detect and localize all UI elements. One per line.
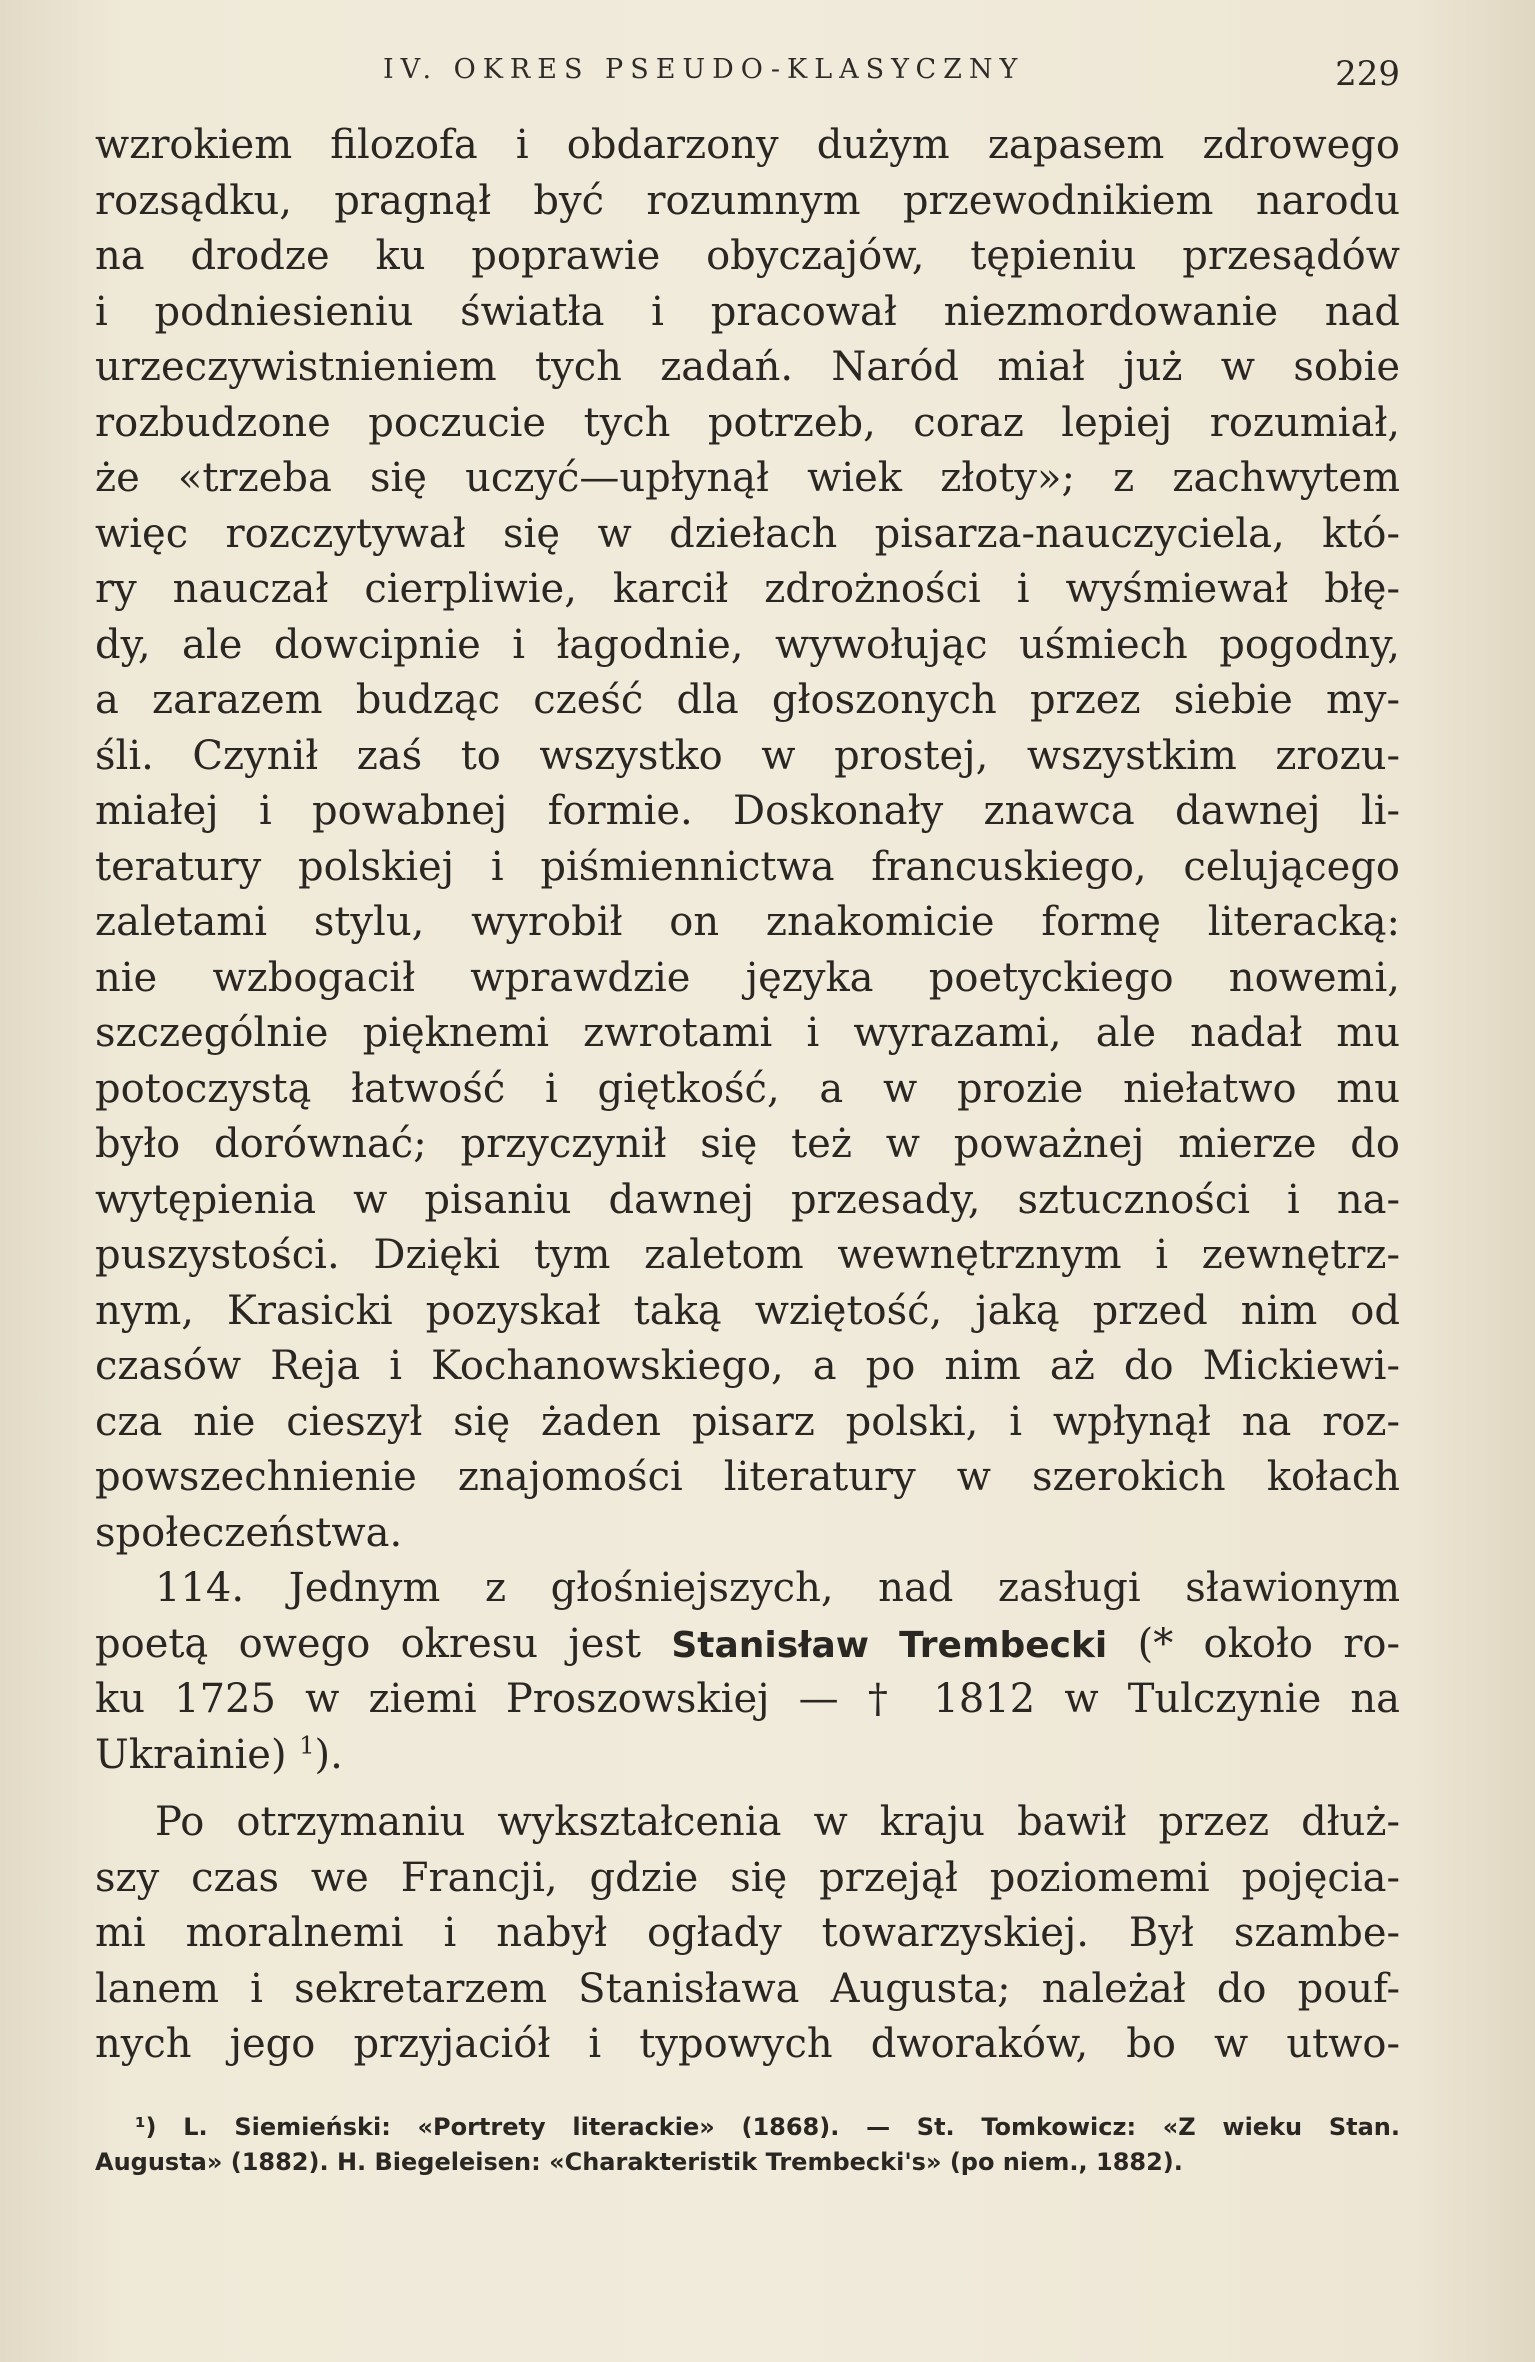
text-line: na drodze ku poprawie obyczajów, tępieniu przesądów (95, 233, 1400, 279)
text-line: rozbudzone poczucie tych potrzeb, coraz lepiej rozumiał, (95, 399, 1400, 446)
text-line (95, 1561, 1400, 1617)
paragraph-3 (95, 1795, 1400, 2073)
text-line: teratury polskiej i piśmiennictwa francuskiego, celującego (95, 843, 1400, 890)
text-line: więc rozczytywał się w dziełach pisarza-nauczyciela, któ- (95, 510, 1400, 557)
running-head: IV. OKRES PSEUDO-KLASYCZNY (383, 54, 1025, 85)
text-line: nie wzbogacił wprawdzie języka poetyckiego nowemi, (95, 954, 1400, 1001)
paragraph-gap (95, 1783, 1400, 1795)
text-line: że «trzeba się uczyć—upłynął wiek złoty»; z zachwytem (95, 455, 1400, 501)
text-line: Po otrzymaniu wykształcenia w kraju bawił przez dłuż- (155, 1799, 1400, 1845)
footnotes (95, 2110, 1400, 2180)
text-line: było dorównać; przyczynił się też w poważnej mierze do (95, 1121, 1400, 1167)
text-line: szczególnie pięknemi zwrotami i wyrazami, ale nadał mu (95, 1010, 1400, 1056)
text-line: społeczeństwa. (95, 1509, 403, 1556)
text-line: lanem i sekretarzem Stanisława Augusta; należał do pouf- (95, 1965, 1400, 2012)
text-line: urzeczywistnieniem tych zadań. Naród miał już w sobie (95, 344, 1400, 390)
text-line: nym, Krasicki pozyskał taką wziętość, jaką przed nim od (95, 1287, 1400, 1334)
text-line: śli. Czynił zaś to wszystko w prostej, wszystkim zrozu- (95, 732, 1400, 779)
text-line (95, 1728, 1400, 1784)
paragraph-1 (95, 118, 1400, 1561)
text-line: miałej i powabnej formie. Doskonały znawca dawnej li- (95, 788, 1400, 834)
text-line (95, 1617, 1400, 1673)
text-span: poetą owego okresu jest (95, 1620, 672, 1667)
footnote-marker[interactable]: 1 (299, 1731, 315, 1760)
author-name: Stanisław Trembecki (671, 1624, 1108, 1666)
text-line: puszystości. Dzięki tym zaletom wewnętrznym i zewnętrz- (95, 1232, 1400, 1278)
text-line: i podniesieniu światła i pracował niezmordowanie nad (95, 288, 1400, 335)
text-line: wzrokiem filozofa i obdarzony dużym zapasem zdrowego (95, 122, 1400, 168)
paragraph-2 (95, 1561, 1400, 1783)
text-line: cza nie cieszył się żaden pisarz polski, i wpłynął na roz- (95, 1398, 1400, 1445)
text-span: Ukrainie) (95, 1731, 300, 1778)
text-line: ku 1725 w ziemi Proszowskiej — † 1812 w Tulczynie na (95, 1676, 1400, 1722)
text-span: Jednym z głośniejszych, nad zasługi sławionym (288, 1565, 1400, 1611)
text-span: ). (314, 1731, 343, 1778)
text-line: potoczystą łatwość i giętkość, a w prozie niełatwo mu (95, 1065, 1400, 1112)
text-line: wytępienia w pisaniu dawnej przesady, sztuczności i na- (95, 1176, 1400, 1223)
text-line: nych jego przyjaciół i typowych dworaków, bo w utwo- (95, 2021, 1400, 2067)
text-line: czasów Reja i Kochanowskiego, a po nim aż do Mickiewi- (95, 1343, 1400, 1389)
text-line: rozsądku, pragnął być rozumnym przewodnikiem narodu (95, 177, 1400, 224)
text-line: ry nauczał cierpliwie, karcił zdrożności i wyśmiewał błę- (95, 566, 1400, 612)
section-number: 114. (155, 1565, 245, 1611)
text-line: dy, ale dowcipnie i łagodnie, wywołując uśmiech pogodny, (95, 621, 1400, 668)
body-text (95, 118, 1400, 2073)
text-line: mi moralnemi i nabył ogłady towarzyskiej. Był szambe- (95, 1910, 1400, 1956)
text-line: powszechnienie znajomości literatury w szerokich kołach (95, 1454, 1400, 1500)
text-line: szy czas we Francji, gdzie się przejął poziomemi pojęcia- (95, 1854, 1400, 1901)
page-number: 229 (1335, 54, 1400, 94)
footnote-line: ¹) L. Siemieński: «Portrety literackie» (1868). — St. Tomkowicz: «Z wieku Stan. (135, 2113, 1400, 2141)
text-line: zaletami stylu, wyrobił on znakomicie formę literacką: (95, 899, 1400, 945)
text-line: a zarazem budząc cześć dla głoszonych przez siebie my- (95, 677, 1400, 723)
text-span: (* około ro- (1107, 1620, 1400, 1667)
footnote-line: Augusta» (1882). H. Biegeleisen: «Charakteristik Trembecki's» (po niem., 1882). (95, 2148, 1183, 2176)
page-header (95, 50, 1400, 100)
